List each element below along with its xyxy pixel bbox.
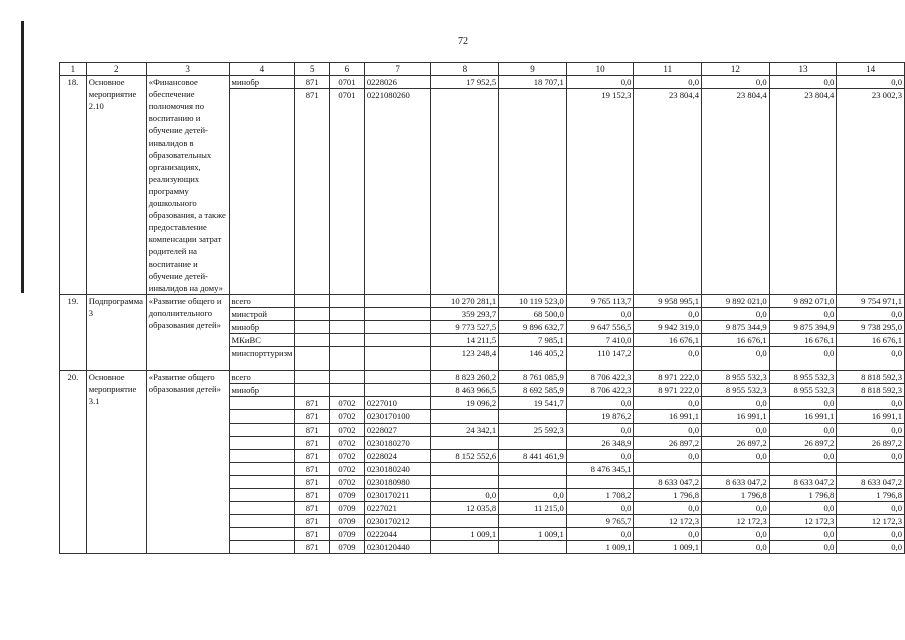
value-cell: 12 172,3 bbox=[837, 515, 905, 528]
section-number: 20. bbox=[60, 371, 87, 554]
section-name: «Финансовое обеспечение полномочия по воспитанию и обучение детей-инвалидов в образовательных организациях, реализующих программу дошкольного образования, а также предоставление компенсации затрат родителей на воспитание и обучение детей-инвалидов на дому» bbox=[146, 76, 229, 295]
code-cell bbox=[364, 384, 431, 397]
value-cell: 0,0 bbox=[837, 541, 905, 554]
code-cell: 0228027 bbox=[364, 423, 431, 436]
value-cell: 9 958 995,1 bbox=[634, 294, 702, 307]
value-cell: 1 009,1 bbox=[566, 541, 634, 554]
value-cell: 9 765 113,7 bbox=[566, 294, 634, 307]
value-cell: 0,0 bbox=[702, 76, 770, 89]
value-cell: 0,0 bbox=[769, 528, 837, 541]
org-cell bbox=[229, 475, 295, 488]
section-name: «Развитие общего и дополнительного образования детей» bbox=[146, 294, 229, 370]
page-number: 72 bbox=[458, 36, 468, 47]
code-cell: 0702 bbox=[330, 475, 365, 488]
code-cell: 871 bbox=[295, 449, 330, 462]
code-cell bbox=[295, 334, 330, 347]
value-cell: 1 796,8 bbox=[634, 489, 702, 502]
table-row bbox=[60, 294, 905, 307]
code-cell: 871 bbox=[295, 475, 330, 488]
value-cell: 0,0 bbox=[702, 347, 770, 371]
code-cell bbox=[295, 294, 330, 307]
value-cell bbox=[702, 462, 770, 475]
value-cell: 9 773 527,5 bbox=[431, 320, 499, 333]
value-cell: 1 708,2 bbox=[566, 489, 634, 502]
value-cell: 24 342,1 bbox=[431, 423, 499, 436]
org-cell: минобр bbox=[229, 320, 295, 333]
code-cell: 0702 bbox=[330, 410, 365, 423]
value-cell: 17 952,5 bbox=[431, 76, 499, 89]
value-cell: 26 897,2 bbox=[634, 436, 702, 449]
value-cell: 8 971 222,0 bbox=[634, 384, 702, 397]
code-cell: 871 bbox=[295, 89, 330, 295]
header-cell: 6 bbox=[330, 63, 365, 76]
header-cell: 13 bbox=[769, 63, 837, 76]
code-cell bbox=[330, 320, 365, 333]
value-cell: 0,0 bbox=[769, 423, 837, 436]
value-cell: 0,0 bbox=[634, 502, 702, 515]
code-cell: 871 bbox=[295, 515, 330, 528]
org-cell bbox=[229, 436, 295, 449]
value-cell: 18 707,1 bbox=[499, 76, 567, 89]
value-cell: 16 676,1 bbox=[634, 334, 702, 347]
value-cell bbox=[431, 89, 499, 295]
value-cell: 0,0 bbox=[837, 502, 905, 515]
value-cell: 0,0 bbox=[566, 449, 634, 462]
value-cell: 0,0 bbox=[702, 502, 770, 515]
header-cell: 12 bbox=[702, 63, 770, 76]
value-cell: 0,0 bbox=[702, 397, 770, 410]
code-cell: 0230180240 bbox=[364, 462, 431, 475]
value-cell: 19 541,7 bbox=[499, 397, 567, 410]
value-cell: 0,0 bbox=[702, 449, 770, 462]
table-row bbox=[60, 76, 905, 89]
code-cell: 871 bbox=[295, 528, 330, 541]
code-cell: 0230170100 bbox=[364, 410, 431, 423]
value-cell: 26 897,2 bbox=[702, 436, 770, 449]
value-cell: 0,0 bbox=[837, 307, 905, 320]
value-cell bbox=[499, 475, 567, 488]
header-cell: 11 bbox=[634, 63, 702, 76]
value-cell: 8 463 966,5 bbox=[431, 384, 499, 397]
value-cell: 9 875 344,9 bbox=[702, 320, 770, 333]
code-cell: 0702 bbox=[330, 397, 365, 410]
value-cell bbox=[499, 436, 567, 449]
header-cell: 4 bbox=[229, 63, 295, 76]
section-number: 19. bbox=[60, 294, 87, 370]
value-cell: 16 676,1 bbox=[837, 334, 905, 347]
value-cell: 0,0 bbox=[566, 502, 634, 515]
code-cell: 871 bbox=[295, 436, 330, 449]
section-number: 18. bbox=[60, 76, 87, 295]
code-cell: 871 bbox=[295, 76, 330, 89]
value-cell: 146 405,2 bbox=[499, 347, 567, 371]
value-cell: 0,0 bbox=[566, 76, 634, 89]
header-cell: 3 bbox=[146, 63, 229, 76]
value-cell: 8 441 461,9 bbox=[499, 449, 567, 462]
header-row bbox=[60, 63, 905, 76]
value-cell: 0,0 bbox=[702, 528, 770, 541]
value-cell bbox=[499, 410, 567, 423]
code-cell bbox=[364, 371, 431, 384]
value-cell: 1 796,8 bbox=[837, 489, 905, 502]
code-cell bbox=[295, 384, 330, 397]
value-cell bbox=[499, 541, 567, 554]
value-cell: 8 633 047,2 bbox=[634, 475, 702, 488]
value-cell: 9 942 319,0 bbox=[634, 320, 702, 333]
org-cell bbox=[229, 502, 295, 515]
section-kind: Основное мероприятие 3.1 bbox=[86, 371, 146, 554]
value-cell: 23 804,4 bbox=[634, 89, 702, 295]
code-cell: 0709 bbox=[330, 528, 365, 541]
value-cell: 0,0 bbox=[769, 541, 837, 554]
value-cell bbox=[566, 475, 634, 488]
org-cell bbox=[229, 423, 295, 436]
value-cell: 14 211,5 bbox=[431, 334, 499, 347]
value-cell: 23 804,4 bbox=[769, 89, 837, 295]
org-cell bbox=[229, 541, 295, 554]
value-cell: 11 215,0 bbox=[499, 502, 567, 515]
header-cell: 8 bbox=[431, 63, 499, 76]
value-cell: 9 875 394,9 bbox=[769, 320, 837, 333]
value-cell: 8 633 047,2 bbox=[837, 475, 905, 488]
org-cell bbox=[229, 397, 295, 410]
value-cell: 23 002,3 bbox=[837, 89, 905, 295]
value-cell: 0,0 bbox=[566, 397, 634, 410]
table-row bbox=[60, 371, 905, 384]
value-cell: 8 955 532,3 bbox=[769, 371, 837, 384]
org-cell: минспорттуризм bbox=[229, 347, 295, 371]
code-cell: 871 bbox=[295, 410, 330, 423]
value-cell: 1 009,1 bbox=[634, 541, 702, 554]
value-cell: 0,0 bbox=[837, 347, 905, 371]
value-cell: 9 896 632,7 bbox=[499, 320, 567, 333]
value-cell: 9 754 971,1 bbox=[837, 294, 905, 307]
value-cell: 8 823 260,2 bbox=[431, 371, 499, 384]
code-cell bbox=[364, 334, 431, 347]
value-cell: 12 172,3 bbox=[634, 515, 702, 528]
header-cell: 9 bbox=[499, 63, 567, 76]
value-cell: 16 676,1 bbox=[702, 334, 770, 347]
code-cell: 0702 bbox=[330, 436, 365, 449]
value-cell: 16 991,1 bbox=[634, 410, 702, 423]
value-cell: 25 592,3 bbox=[499, 423, 567, 436]
value-cell: 8 633 047,2 bbox=[769, 475, 837, 488]
value-cell: 19 152,3 bbox=[566, 89, 634, 295]
code-cell: 0709 bbox=[330, 515, 365, 528]
value-cell: 0,0 bbox=[634, 76, 702, 89]
value-cell: 8 476 345,1 bbox=[566, 462, 634, 475]
value-cell: 0,0 bbox=[634, 397, 702, 410]
org-cell bbox=[229, 528, 295, 541]
value-cell: 0,0 bbox=[566, 528, 634, 541]
code-cell bbox=[330, 294, 365, 307]
code-cell: 0221080260 bbox=[364, 89, 431, 295]
value-cell: 0,0 bbox=[769, 347, 837, 371]
code-cell bbox=[330, 347, 365, 371]
value-cell: 26 897,2 bbox=[837, 436, 905, 449]
left-margin-bar bbox=[21, 21, 24, 293]
value-cell: 0,0 bbox=[702, 307, 770, 320]
code-cell: 871 bbox=[295, 489, 330, 502]
code-cell: 0702 bbox=[330, 462, 365, 475]
org-cell bbox=[229, 489, 295, 502]
value-cell bbox=[499, 462, 567, 475]
code-cell: 0230170211 bbox=[364, 489, 431, 502]
value-cell: 16 991,1 bbox=[837, 410, 905, 423]
value-cell: 359 293,7 bbox=[431, 307, 499, 320]
value-cell bbox=[431, 541, 499, 554]
value-cell bbox=[431, 462, 499, 475]
header-cell: 1 bbox=[60, 63, 87, 76]
value-cell: 8 818 592,3 bbox=[837, 384, 905, 397]
value-cell: 0,0 bbox=[702, 423, 770, 436]
section-kind: Основное мероприятие 2.10 bbox=[86, 76, 146, 295]
value-cell bbox=[431, 475, 499, 488]
value-cell: 23 804,4 bbox=[702, 89, 770, 295]
code-cell: 871 bbox=[295, 502, 330, 515]
header-cell: 7 bbox=[364, 63, 431, 76]
value-cell: 0,0 bbox=[702, 541, 770, 554]
code-cell: 0230120440 bbox=[364, 541, 431, 554]
code-cell bbox=[364, 307, 431, 320]
value-cell: 7 410,0 bbox=[566, 334, 634, 347]
code-cell bbox=[330, 307, 365, 320]
value-cell: 0,0 bbox=[769, 502, 837, 515]
code-cell: 0228026 bbox=[364, 76, 431, 89]
value-cell: 1 009,1 bbox=[431, 528, 499, 541]
header-cell: 5 bbox=[295, 63, 330, 76]
header-cell: 10 bbox=[566, 63, 634, 76]
code-cell: 0230180270 bbox=[364, 436, 431, 449]
value-cell bbox=[499, 89, 567, 295]
value-cell: 0,0 bbox=[634, 449, 702, 462]
value-cell bbox=[499, 515, 567, 528]
value-cell: 0,0 bbox=[837, 76, 905, 89]
code-cell bbox=[330, 384, 365, 397]
value-cell: 10 119 523,0 bbox=[499, 294, 567, 307]
org-cell bbox=[229, 410, 295, 423]
org-cell: минобр bbox=[229, 384, 295, 397]
header-cell: 14 bbox=[837, 63, 905, 76]
code-cell bbox=[364, 294, 431, 307]
value-cell: 8 706 422,3 bbox=[566, 371, 634, 384]
value-cell: 12 172,3 bbox=[702, 515, 770, 528]
code-cell: 0701 bbox=[330, 76, 365, 89]
value-cell: 16 676,1 bbox=[769, 334, 837, 347]
section-name: «Развитие общего образования детей» bbox=[146, 371, 229, 554]
code-cell: 0709 bbox=[330, 502, 365, 515]
value-cell: 8 152 552,6 bbox=[431, 449, 499, 462]
value-cell: 110 147,2 bbox=[566, 347, 634, 371]
value-cell bbox=[431, 410, 499, 423]
budget-table bbox=[59, 62, 905, 554]
value-cell: 7 985,1 bbox=[499, 334, 567, 347]
value-cell: 0,0 bbox=[769, 76, 837, 89]
value-cell: 0,0 bbox=[837, 449, 905, 462]
value-cell: 0,0 bbox=[634, 423, 702, 436]
value-cell: 12 172,3 bbox=[769, 515, 837, 528]
value-cell: 9 892 021,0 bbox=[702, 294, 770, 307]
org-cell bbox=[229, 462, 295, 475]
org-cell: минобр bbox=[229, 76, 295, 89]
value-cell: 1 796,8 bbox=[702, 489, 770, 502]
value-cell: 0,0 bbox=[634, 347, 702, 371]
value-cell: 0,0 bbox=[431, 489, 499, 502]
value-cell: 19 096,2 bbox=[431, 397, 499, 410]
code-cell: 871 bbox=[295, 397, 330, 410]
value-cell: 8 955 532,3 bbox=[702, 371, 770, 384]
code-cell: 0702 bbox=[330, 423, 365, 436]
code-cell bbox=[364, 320, 431, 333]
value-cell: 0,0 bbox=[634, 307, 702, 320]
code-cell: 0222044 bbox=[364, 528, 431, 541]
value-cell: 1 796,8 bbox=[769, 489, 837, 502]
code-cell: 0227010 bbox=[364, 397, 431, 410]
header-cell: 2 bbox=[86, 63, 146, 76]
value-cell: 8 761 085,9 bbox=[499, 371, 567, 384]
org-cell: всего bbox=[229, 371, 295, 384]
value-cell: 12 035,8 bbox=[431, 502, 499, 515]
value-cell: 10 270 281,1 bbox=[431, 294, 499, 307]
value-cell: 8 633 047,2 bbox=[702, 475, 770, 488]
value-cell bbox=[634, 462, 702, 475]
code-cell bbox=[295, 307, 330, 320]
value-cell: 26 348,9 bbox=[566, 436, 634, 449]
value-cell: 0,0 bbox=[837, 528, 905, 541]
value-cell: 9 765,7 bbox=[566, 515, 634, 528]
org-cell: всего bbox=[229, 294, 295, 307]
value-cell: 8 818 592,3 bbox=[837, 371, 905, 384]
value-cell bbox=[431, 436, 499, 449]
value-cell: 123 248,4 bbox=[431, 347, 499, 371]
value-cell: 0,0 bbox=[499, 489, 567, 502]
value-cell bbox=[431, 515, 499, 528]
value-cell: 0,0 bbox=[837, 397, 905, 410]
value-cell: 0,0 bbox=[634, 528, 702, 541]
code-cell bbox=[330, 371, 365, 384]
code-cell: 0701 bbox=[330, 89, 365, 295]
code-cell: 0709 bbox=[330, 541, 365, 554]
value-cell: 19 876,2 bbox=[566, 410, 634, 423]
value-cell bbox=[769, 462, 837, 475]
code-cell bbox=[364, 347, 431, 371]
code-cell bbox=[330, 334, 365, 347]
org-cell: МКиВС bbox=[229, 334, 295, 347]
code-cell: 0709 bbox=[330, 489, 365, 502]
org-cell bbox=[229, 449, 295, 462]
value-cell bbox=[837, 462, 905, 475]
code-cell bbox=[295, 347, 330, 371]
org-cell bbox=[229, 89, 295, 295]
code-cell: 0227021 bbox=[364, 502, 431, 515]
value-cell: 9 647 556,5 bbox=[566, 320, 634, 333]
value-cell: 8 955 532,3 bbox=[702, 384, 770, 397]
value-cell: 0,0 bbox=[769, 397, 837, 410]
value-cell: 16 991,1 bbox=[702, 410, 770, 423]
value-cell: 0,0 bbox=[566, 423, 634, 436]
value-cell: 0,0 bbox=[837, 423, 905, 436]
code-cell: 0230170212 bbox=[364, 515, 431, 528]
code-cell: 871 bbox=[295, 423, 330, 436]
value-cell: 8 955 532,3 bbox=[769, 384, 837, 397]
value-cell: 0,0 bbox=[769, 307, 837, 320]
code-cell bbox=[295, 371, 330, 384]
value-cell: 0,0 bbox=[566, 307, 634, 320]
value-cell: 9 738 295,0 bbox=[837, 320, 905, 333]
value-cell: 9 892 071,0 bbox=[769, 294, 837, 307]
code-cell: 0228024 bbox=[364, 449, 431, 462]
value-cell: 8 706 422,3 bbox=[566, 384, 634, 397]
code-cell: 0702 bbox=[330, 449, 365, 462]
value-cell: 16 991,1 bbox=[769, 410, 837, 423]
section-kind: Подпрограмма 3 bbox=[86, 294, 146, 370]
value-cell: 1 009,1 bbox=[499, 528, 567, 541]
value-cell: 8 971 222,0 bbox=[634, 371, 702, 384]
org-cell bbox=[229, 515, 295, 528]
code-cell: 871 bbox=[295, 462, 330, 475]
value-cell: 26 897,2 bbox=[769, 436, 837, 449]
code-cell bbox=[295, 320, 330, 333]
code-cell: 0230180980 bbox=[364, 475, 431, 488]
code-cell: 871 bbox=[295, 541, 330, 554]
value-cell: 0,0 bbox=[769, 449, 837, 462]
value-cell: 8 692 585,9 bbox=[499, 384, 567, 397]
value-cell: 68 500,0 bbox=[499, 307, 567, 320]
org-cell: минстрой bbox=[229, 307, 295, 320]
